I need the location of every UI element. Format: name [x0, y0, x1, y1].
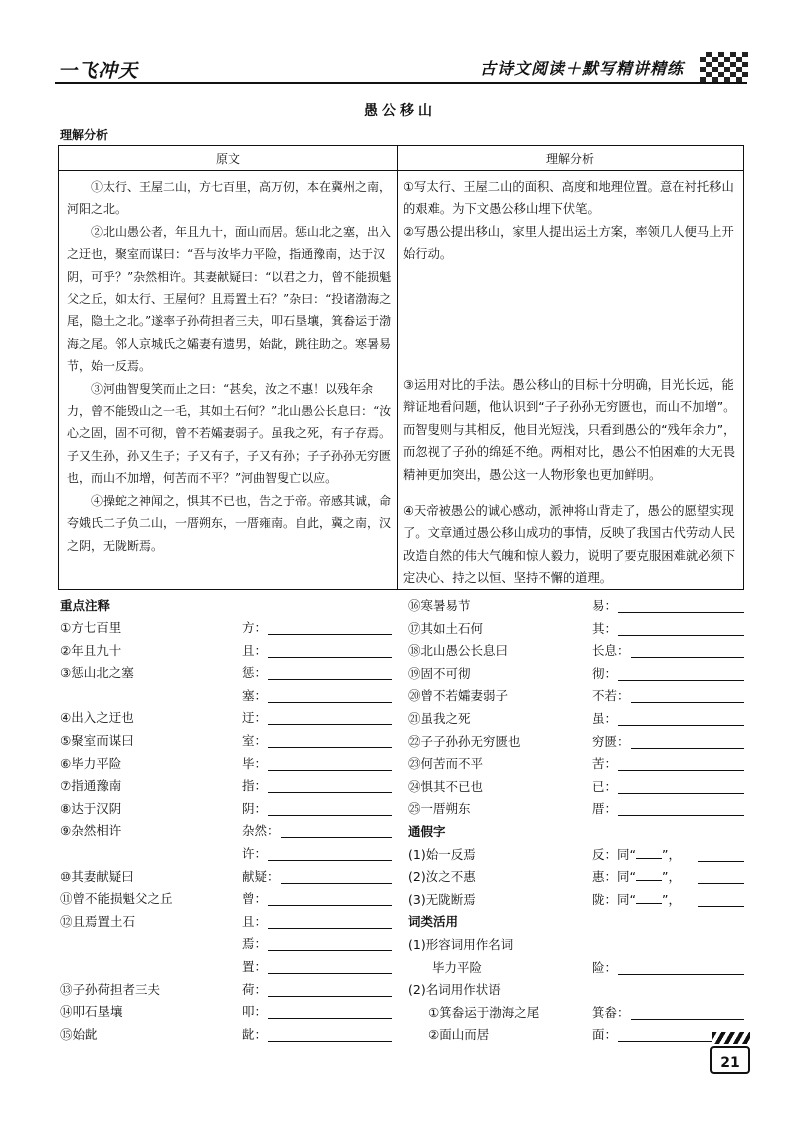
note-row — [408, 799, 748, 821]
note-keyword: 虽： — [592, 711, 618, 726]
answer-blank[interactable] — [618, 612, 744, 613]
header-divider — [55, 82, 747, 84]
note-quote: ㉕一厝朔东 — [408, 801, 471, 817]
note-row — [60, 641, 400, 663]
note-quote: ⑬子孙荷担者三夫 — [60, 981, 161, 997]
note-keyword: 苦： — [592, 756, 618, 772]
answer-blank[interactable] — [631, 657, 744, 658]
tongjia-row — [408, 845, 748, 867]
analysis-table — [58, 145, 744, 590]
note-quote: ⑧达于汉阴 — [60, 800, 122, 816]
analysis-label: 理解分析 — [60, 128, 109, 142]
tongjia-suffix: ”， — [661, 891, 681, 907]
note-row — [60, 934, 400, 956]
answer-blank[interactable] — [618, 793, 744, 794]
answer-blank[interactable] — [636, 891, 662, 904]
original-paragraph: ①太行、王屋二山，方七百里，高万仞，本在冀州之南，河阳之北。 — [67, 180, 392, 217]
tongjia-suffix: ”， — [661, 869, 681, 885]
note-row — [60, 867, 400, 889]
table-divider-horizontal — [59, 170, 743, 171]
note-row — [408, 777, 748, 799]
note-quote: ⑭叩石垦壤 — [60, 1004, 123, 1020]
note-keyword: 毕： — [242, 755, 268, 771]
answer-blank[interactable] — [268, 973, 392, 974]
original-text-column — [67, 176, 393, 557]
note-quote: ⑥毕力平险 — [60, 755, 122, 771]
note-keyword: 方： — [242, 620, 268, 635]
answer-blank[interactable] — [268, 770, 392, 771]
answer-blank[interactable] — [268, 792, 392, 793]
notes-title: 重点注释 — [60, 598, 111, 613]
note-keyword: 长息： — [592, 643, 630, 659]
answer-blank[interactable] — [281, 837, 392, 838]
note-row — [408, 754, 748, 776]
note-quote: ⑮始龀 — [60, 1026, 98, 1042]
note-keyword: 塞： — [242, 687, 268, 703]
tongjia-prefix: 反：同“ — [592, 846, 636, 862]
note-quote: ⑲固不可彻 — [408, 665, 471, 681]
note-quote: ①方七百里 — [60, 620, 122, 635]
series-title: 古诗文阅读＋默写精讲精练 — [480, 59, 685, 78]
note-quote: ⑰其如土石何 — [408, 620, 484, 636]
tongjia-quote: (1)始一反焉 — [408, 846, 476, 862]
answer-blank[interactable] — [618, 815, 744, 816]
note-keyword: 叩： — [242, 1004, 268, 1020]
original-paragraph: ②北山愚公者，年且九十，面山而居。惩山北之塞，出入之迂也，聚室而谋曰：“吾与汝毕力平险，指通豫南，达于汉阴，可乎？”杂然相许。其妻献疑曰：“以君之力，曾不能损魁父之丘，如太行、王屋何？且焉置土石？”杂曰：“投诸渤海之尾，隐土之北。”遂率子孙荷担者三夫，叩石垦壤，箕畚运于渤海之尾。邻人京城氏之孀妻有遗男，始龀，跳往助之。寒暑易节，始一反焉。 — [67, 224, 392, 374]
answer-blank[interactable] — [268, 950, 392, 951]
table-header-original: 原文 — [215, 152, 240, 166]
note-keyword: 面： — [592, 1027, 618, 1043]
tongjia-keyword — [592, 890, 681, 908]
answer-blank[interactable] — [268, 905, 392, 906]
brand-logo-text: 一飞冲天 — [58, 60, 139, 82]
answer-blank[interactable] — [631, 1019, 744, 1020]
answer-blank[interactable] — [268, 1041, 392, 1042]
cilei-subtitle: (1)形容词用作名词 — [408, 937, 514, 952]
note-quote: ①箕畚运于渤海之尾 — [428, 1004, 540, 1020]
note-row — [408, 686, 748, 708]
note-quote: ②面山而居 — [428, 1027, 490, 1043]
note-quote: ㉒子子孙孙无穷匮也 — [408, 733, 521, 749]
answer-blank[interactable] — [268, 928, 392, 929]
note-row — [60, 912, 400, 934]
tongjia-row — [408, 867, 748, 889]
note-row — [60, 799, 400, 821]
tongjia-suffix: ”， — [661, 846, 681, 862]
tongjia-title: 通假字 — [408, 824, 446, 839]
note-keyword: 指： — [242, 778, 268, 794]
note-keyword: 惩： — [242, 665, 268, 681]
note-keyword: 献疑： — [242, 868, 280, 884]
analysis-paragraph-block — [403, 176, 737, 266]
note-row — [60, 663, 400, 685]
note-row — [60, 980, 400, 1002]
note-quote: ㉓何苦而不平 — [408, 756, 484, 772]
note-row — [408, 664, 748, 686]
tongjia-row — [408, 890, 748, 912]
page-number-decoration — [712, 1032, 750, 1044]
note-keyword: 阴： — [242, 800, 268, 816]
page-title: 愚公移山 — [364, 103, 436, 119]
note-row — [60, 708, 400, 730]
note-quote: ③惩山北之塞 — [60, 665, 134, 681]
answer-blank[interactable] — [268, 679, 392, 680]
note-quote: ⑤聚室而谋曰 — [60, 733, 134, 748]
note-quote: ⑪曾不能损魁父之丘 — [60, 891, 173, 907]
answer-blank[interactable] — [631, 702, 744, 703]
original-paragraph: ③河曲智叟笑而止之曰：“甚矣，汝之不惠！以残年余力，曾不能毁山之一毛，其如土石何？”北山愚公长息曰：“汝心之固，固不可彻，曾不若孀妻弱子。虽我之死，有子存焉。子又生孙，孙又生子；子又有子，子又有孙；子子孙孙无穷匮也，而山不加增，何苦而不平？”河曲智叟亡以应。 — [67, 381, 392, 486]
note-row — [408, 732, 748, 754]
tongjia-prefix: 惠：同“ — [592, 869, 636, 885]
note-row — [408, 958, 748, 980]
cilei-title: 词类活用 — [408, 914, 459, 930]
answer-blank[interactable] — [268, 702, 392, 703]
note-row — [408, 1025, 748, 1047]
note-keyword: 焉： — [242, 936, 268, 952]
answer-blank[interactable] — [698, 906, 744, 907]
note-quote: ⑨杂然相许 — [60, 823, 122, 839]
note-keyword: 箕畚： — [592, 1004, 630, 1020]
answer-blank[interactable] — [268, 657, 392, 658]
answer-blank[interactable] — [281, 883, 392, 884]
note-quote: 毕力平险 — [432, 959, 483, 975]
note-keyword: 室： — [242, 733, 268, 748]
note-quote: ㉑虽我之死 — [408, 711, 471, 726]
answer-blank[interactable] — [268, 747, 392, 748]
note-quote: ⑫且焉置土石 — [60, 913, 136, 929]
answer-blank[interactable] — [631, 748, 744, 749]
note-keyword: 且： — [242, 913, 268, 929]
answer-blank[interactable] — [698, 883, 744, 884]
note-row — [60, 776, 400, 798]
note-keyword: 险： — [592, 959, 618, 975]
note-quote: ②年且九十 — [60, 642, 122, 658]
note-quote: ⑦指通豫南 — [60, 778, 122, 794]
note-keyword: 穷匮： — [592, 733, 630, 749]
answer-blank[interactable] — [618, 635, 744, 636]
note-keyword: 置： — [242, 959, 268, 974]
note-keyword: 且： — [242, 642, 268, 658]
note-keyword: 许： — [242, 846, 268, 861]
original-paragraph: ④操蛇之神闻之，惧其不已也，告之于帝。帝感其诚，命夸娥氏二子负二山，一厝朔东，一厝雍南。自此，冀之南，汉之阴，无陇断焉。 — [67, 493, 392, 553]
note-row — [408, 1003, 748, 1025]
note-row — [60, 821, 400, 843]
tongjia-quote: (2)汝之不惠 — [408, 869, 476, 885]
note-row — [408, 596, 748, 618]
note-keyword: 不若： — [592, 688, 630, 704]
note-quote: ④出入之迂也 — [60, 710, 134, 726]
note-keyword: 曾： — [242, 891, 268, 907]
tongjia-keyword — [592, 867, 681, 885]
page-number: 21 — [710, 1046, 750, 1074]
note-quote: ⑩其妻献疑曰 — [60, 868, 134, 884]
note-row — [60, 1025, 400, 1047]
note-keyword: 其： — [592, 620, 618, 636]
note-row — [60, 889, 400, 911]
note-quote: ⑯寒暑易节 — [408, 598, 471, 613]
note-quote: ⑱北山愚公长息曰 — [408, 643, 509, 659]
note-quote: ㉔惧其不已也 — [408, 778, 484, 794]
table-header-analysis: 理解分析 — [545, 152, 594, 166]
analysis-paragraph: ②写愚公提出移山，家里人提出运土方案，率领几人便马上开始行动。 — [403, 224, 734, 262]
checker-decoration — [700, 52, 748, 82]
note-keyword: 已： — [592, 778, 618, 794]
note-quote: ⑳曾不若孀妻弱子 — [408, 688, 509, 704]
note-keyword: 易： — [592, 598, 618, 613]
answer-blank[interactable] — [618, 725, 744, 726]
note-row — [60, 618, 400, 640]
answer-blank[interactable] — [268, 996, 392, 997]
tongjia-prefix: 陇：同“ — [592, 891, 636, 907]
analysis-paragraph: ④天帝被愚公的诚心感动，派神将山背走了，愚公的愿望实现了。文章通过愚公移山成功的事情，反映了我国古代劳动人民改造自然的伟大气魄和惊人毅力，说明了要克服困难就必须下定决心、持之以恒、坚持不懈的道理。 — [403, 504, 736, 586]
tongjia-quote: (3)无陇断焉 — [408, 891, 476, 907]
note-row — [60, 686, 400, 708]
note-row — [60, 957, 400, 979]
answer-blank[interactable] — [618, 974, 744, 975]
note-keyword: 厝： — [592, 801, 618, 817]
answer-blank[interactable] — [268, 1018, 392, 1019]
note-keyword: 迂： — [242, 710, 268, 726]
answer-blank[interactable] — [268, 634, 392, 635]
analysis-paragraph: ①写太行、王屋二山的面积、高度和地理位置。意在衬托移山的艰难。为下文愚公移山埋下伏笔。 — [403, 180, 734, 217]
answer-blank[interactable] — [636, 868, 662, 881]
analysis-paragraph: ③运用对比的手法。愚公移山的目标十分明确，目光长远，能辩证地看问题，他认识到“子子孙孙无穷匮也，而山不加增”。而智叟则与其相反，他目光短浅，只看到愚公的“残年余力”，而忽视了子孙的绵延不绝。两相对比，愚公不怕困难的大无畏精神更加突出，愚公这一人物形象也更加鲜明。 — [403, 378, 736, 482]
note-row — [408, 619, 748, 641]
note-row — [408, 641, 748, 663]
answer-blank[interactable] — [618, 680, 744, 681]
note-row — [60, 731, 400, 753]
answer-blank[interactable] — [698, 861, 744, 862]
answer-blank[interactable] — [636, 846, 662, 859]
note-keyword: 荷： — [242, 981, 268, 997]
answer-blank[interactable] — [268, 815, 392, 816]
note-row — [60, 1002, 400, 1024]
analysis-paragraph-block — [403, 500, 737, 590]
table-divider-vertical — [397, 146, 398, 589]
note-keyword: 彻： — [592, 665, 618, 681]
tongjia-keyword — [592, 845, 681, 863]
answer-blank[interactable] — [618, 770, 744, 771]
answer-blank[interactable] — [268, 724, 392, 725]
note-row — [60, 844, 400, 866]
analysis-paragraph-block — [403, 374, 737, 486]
note-keyword: 杂然： — [242, 823, 280, 839]
answer-blank[interactable] — [268, 860, 392, 861]
cilei-subtitle: (2)名词用作状语 — [408, 982, 501, 998]
note-row — [60, 754, 400, 776]
note-row — [408, 709, 748, 731]
note-keyword: 龀： — [242, 1026, 268, 1042]
